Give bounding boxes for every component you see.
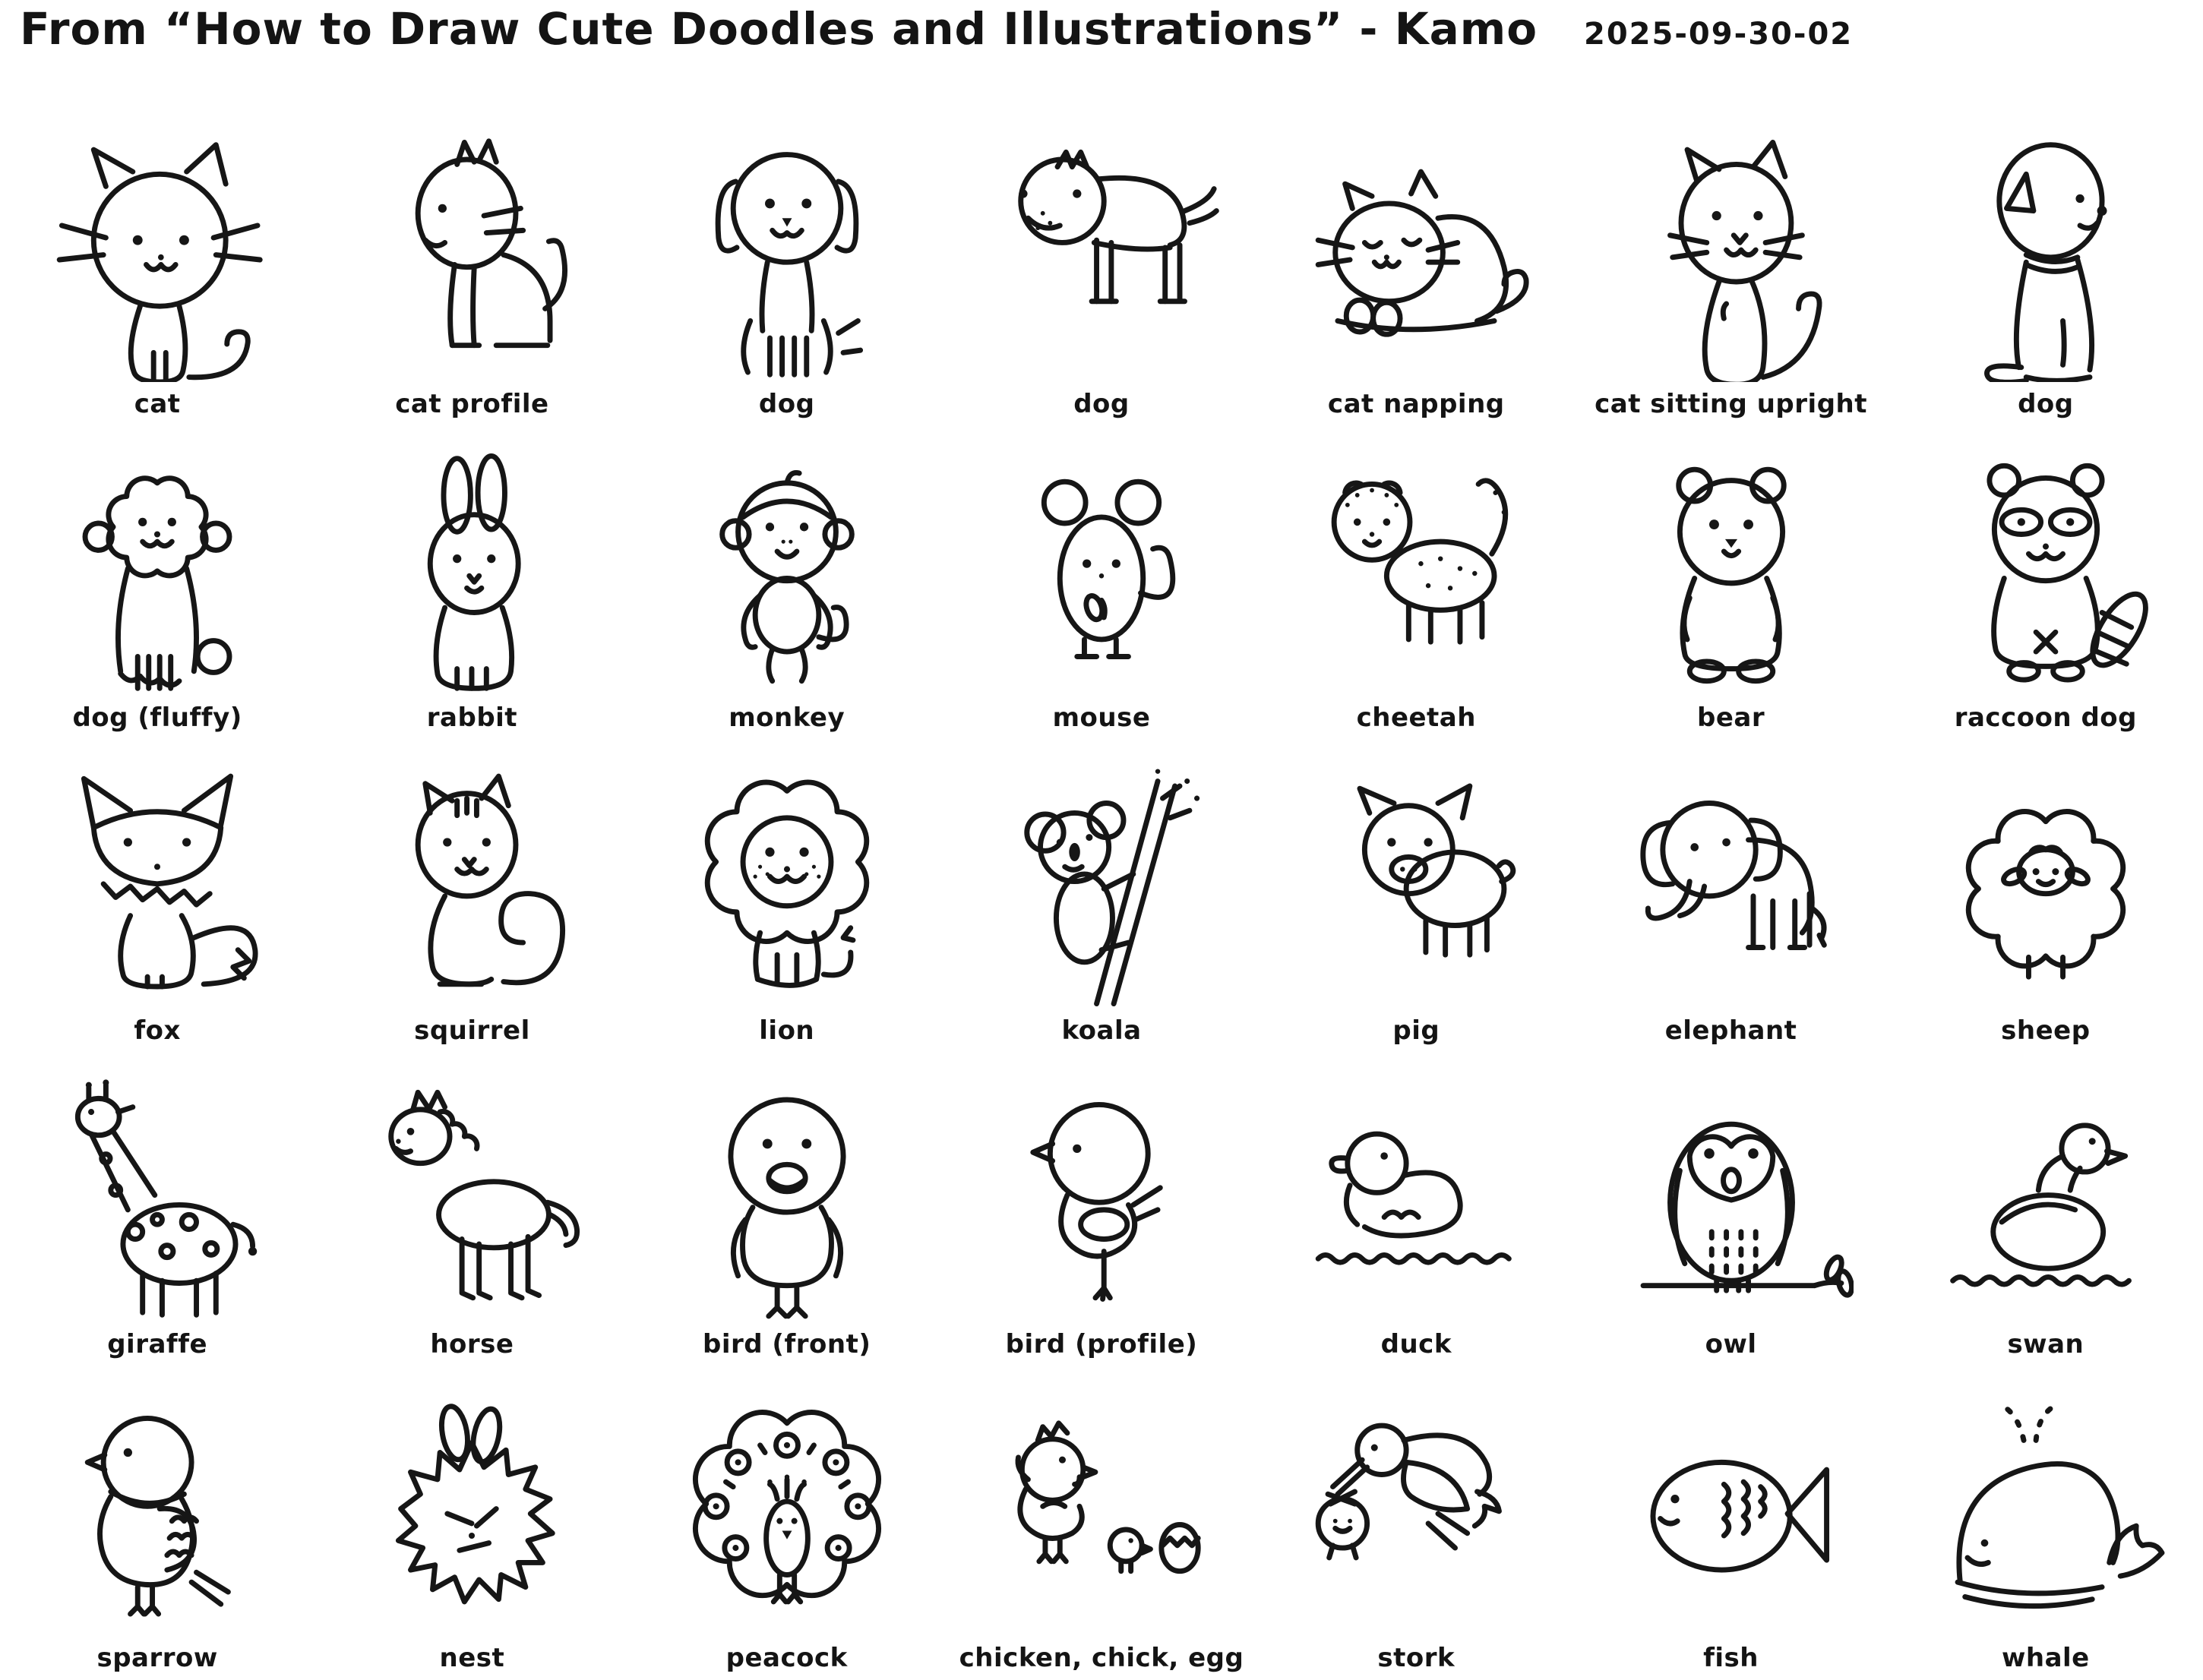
cat-sitting-upright-doodle	[1609, 137, 1854, 382]
doodle-label: rabbit	[426, 702, 518, 733]
bear-doodle	[1609, 451, 1854, 696]
doodle-cell	[1889, 426, 2203, 740]
doodle-cell	[630, 740, 944, 1053]
duck-doodle	[1294, 1078, 1538, 1322]
whale-doodle	[1923, 1391, 2168, 1636]
doodle-cell	[630, 1053, 944, 1366]
dog-doodle	[665, 137, 909, 382]
doodle-cell	[1573, 740, 1888, 1053]
doodle-cell	[0, 1053, 314, 1366]
koala-doodle	[979, 764, 1224, 1009]
rabbit-doodle	[349, 451, 594, 696]
fox-doodle	[35, 764, 280, 1009]
pig-doodle	[1294, 764, 1538, 1009]
doodle-label: cat profile	[395, 388, 549, 419]
fluffy-dog-doodle	[35, 451, 280, 696]
doodle-label: raccoon dog	[1954, 702, 2137, 733]
stork-doodle	[1294, 1391, 1538, 1636]
cheetah-doodle	[1294, 451, 1538, 696]
cat-napping-doodle	[1294, 137, 1538, 382]
doodle-cell	[314, 740, 629, 1053]
giraffe-doodle	[35, 1078, 280, 1322]
doodle-label: monkey	[729, 702, 845, 733]
doodle-label: lion	[759, 1015, 815, 1047]
doodle-cell	[1259, 1053, 1573, 1366]
doodle-cell	[944, 112, 1259, 426]
doodle-label: swan	[2007, 1329, 2084, 1360]
doodle-cell	[314, 1053, 629, 1366]
doodle-cell	[314, 112, 629, 426]
dog-sitting-doodle	[1923, 137, 2168, 382]
doodle-cell	[1573, 426, 1888, 740]
doodle-label: chicken, chick, egg	[959, 1642, 1244, 1673]
mouse-doodle	[979, 451, 1224, 696]
doodle-label: owl	[1705, 1329, 1757, 1360]
doodle-label: duck	[1380, 1329, 1452, 1360]
doodle-label: cat	[134, 388, 181, 419]
doodle-cell	[1259, 112, 1573, 426]
doodle-label: squirrel	[414, 1015, 530, 1047]
doodle-cell	[944, 426, 1259, 740]
fish-doodle	[1609, 1391, 1854, 1636]
doodle-label: dog	[1073, 388, 1130, 419]
doodle-label: dog	[2018, 388, 2074, 419]
doodle-cell	[1259, 740, 1573, 1053]
doodle-label: dog (fluffy)	[72, 702, 242, 733]
swan-doodle	[1923, 1078, 2168, 1322]
owl-doodle	[1609, 1078, 1854, 1322]
doodle-cell	[944, 1053, 1259, 1366]
cat-profile-doodle	[349, 137, 594, 382]
doodle-label: cat sitting upright	[1595, 388, 1867, 419]
doodle-grid	[0, 112, 2203, 1680]
cat-doodle	[35, 137, 280, 382]
doodle-label: horse	[430, 1329, 514, 1360]
doodle-label: mouse	[1052, 702, 1151, 733]
doodle-cell	[630, 112, 944, 426]
lion-doodle	[665, 764, 909, 1009]
raccoon-dog-doodle	[1923, 451, 2168, 696]
doodle-label: fox	[134, 1015, 181, 1047]
elephant-doodle	[1609, 764, 1854, 1009]
doodle-cell	[1889, 112, 2203, 426]
doodle-cell	[1259, 1366, 1573, 1680]
doodle-label: whale	[2001, 1642, 2090, 1673]
doodle-label: sheep	[2001, 1015, 2091, 1047]
doodle-label: cat napping	[1327, 388, 1505, 419]
doodle-cell	[630, 426, 944, 740]
doodle-label: sparrow	[96, 1642, 218, 1673]
doodle-cell	[1889, 1366, 2203, 1680]
doodle-cell	[1573, 1366, 1888, 1680]
doodle-label: pig	[1392, 1015, 1440, 1047]
bird-front-doodle	[665, 1078, 909, 1322]
doodle-cell	[0, 426, 314, 740]
doodle-cell	[1889, 1053, 2203, 1366]
doodle-cell	[0, 112, 314, 426]
doodle-cell	[314, 426, 629, 740]
doodle-label: dog	[758, 388, 815, 419]
doodle-cell	[1889, 740, 2203, 1053]
doodle-cell	[1573, 1053, 1888, 1366]
page-date: 2025-09-30-02	[1584, 17, 1854, 52]
doodle-label: elephant	[1664, 1015, 1797, 1047]
doodle-label: bird (front)	[703, 1329, 871, 1360]
doodle-cell	[1259, 426, 1573, 740]
horse-doodle	[349, 1078, 594, 1322]
doodle-label: nest	[439, 1642, 505, 1673]
bird-profile-doodle	[979, 1078, 1224, 1322]
doodle-cell	[630, 1366, 944, 1680]
doodle-cell	[944, 1366, 1259, 1680]
doodle-label: bear	[1697, 702, 1765, 733]
doodle-label: stork	[1377, 1642, 1455, 1673]
monkey-doodle	[665, 451, 909, 696]
doodle-label: cheetah	[1356, 702, 1476, 733]
doodle-cell	[0, 740, 314, 1053]
doodle-label: bird (profile)	[1005, 1329, 1198, 1360]
doodle-label: giraffe	[107, 1329, 208, 1360]
dog-profile-doodle	[979, 137, 1224, 382]
doodle-label: fish	[1703, 1642, 1759, 1673]
doodle-cell	[944, 740, 1259, 1053]
doodle-cell	[314, 1366, 629, 1680]
sparrow-doodle	[35, 1391, 280, 1636]
squirrel-doodle	[349, 764, 594, 1009]
chicken-chick-egg-doodle	[979, 1391, 1224, 1636]
sheep-doodle	[1923, 764, 2168, 1009]
doodle-label: peacock	[725, 1642, 848, 1673]
nest-doodle	[349, 1391, 594, 1636]
page-title: From “How to Draw Cute Doodles and Illustrations” - Kamo	[20, 3, 1538, 55]
doodle-label: koala	[1061, 1015, 1142, 1047]
doodle-cell	[1573, 112, 1888, 426]
peacock-doodle	[665, 1391, 909, 1636]
doodle-cell	[0, 1366, 314, 1680]
